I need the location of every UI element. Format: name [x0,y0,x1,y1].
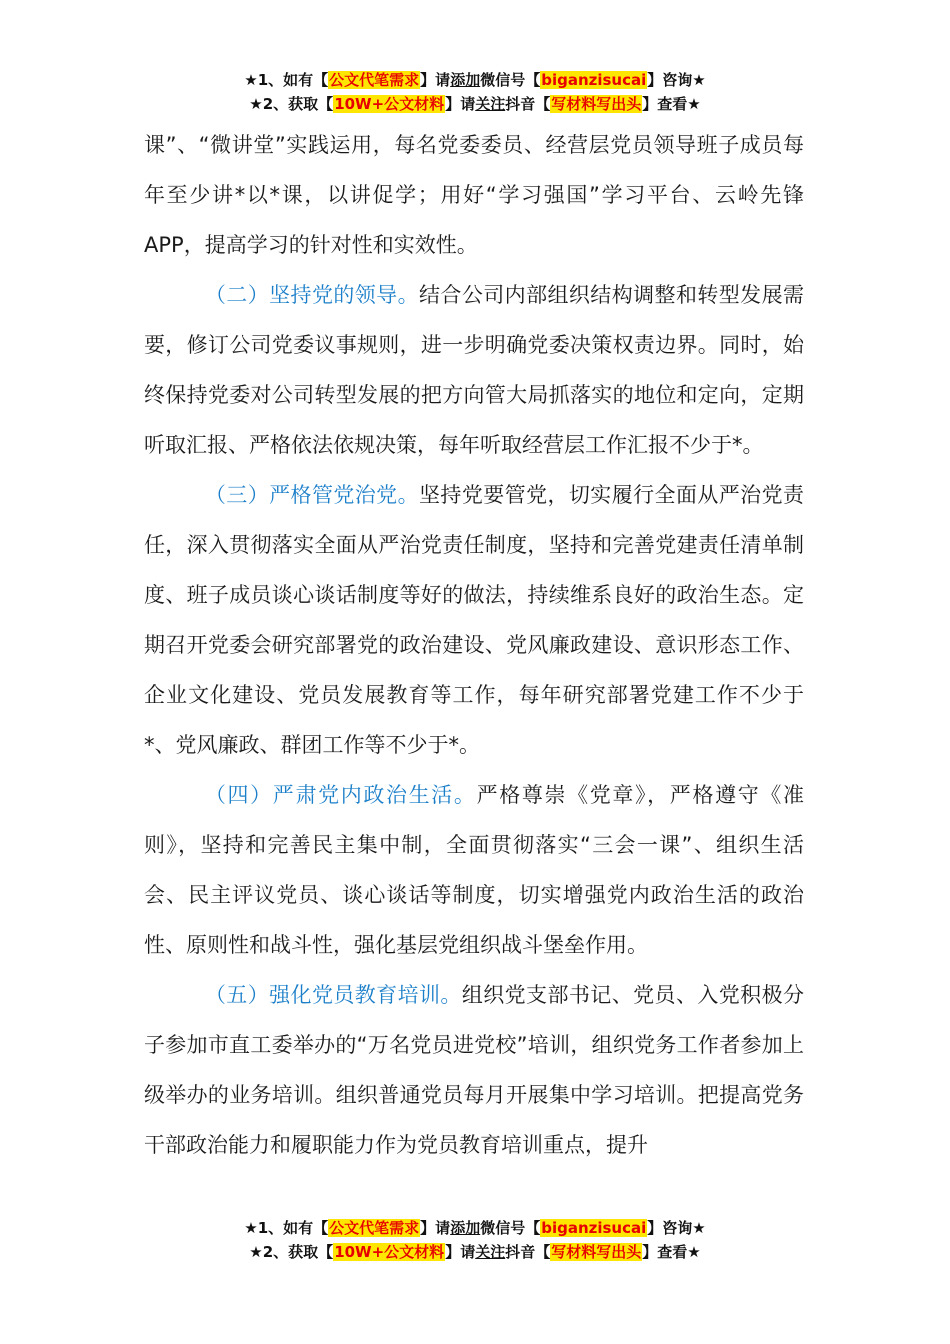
banner-emphasis: 关注 [475,1243,506,1261]
banner-text: 1、如有【 [257,1219,329,1237]
paragraph-text: 组织党支部书记、党员、入党积极分子参加市直工委举办的“万名党员进党校”培训，组织党务工作者参加上级举办的业务培训。组织普通党员每月开展集中学习培训。把提高党务干部政治能力和履职能力作为党员教育培训重点，提升 [144,983,804,1157]
banner-text: 抖音【 [505,95,551,113]
banner-text: 】咨询★ [647,71,706,89]
highlight-ghostwriting: 公文代笔需求 [329,71,420,89]
banner-line-1 [0,1216,950,1240]
highlight-ghostwriting: 公文代笔需求 [329,1219,420,1237]
banner-text: 微信号【 [480,1219,541,1237]
paragraph-section-4 [144,770,804,970]
banner-line-2 [0,1240,950,1264]
highlight-douyin: 写材料写出头 [551,1243,642,1261]
section-heading: （三）严格管党治党。 [204,483,420,507]
banner-text: 】查看★ [642,95,701,113]
banner-text: 】请 [445,95,476,113]
bottom-banner [0,1216,950,1264]
star-icon: ★ [244,71,258,89]
highlight-materials: 10W+公文材料 [334,1243,445,1261]
highlight-wechat-id: biganzisucai [541,71,647,89]
paragraph-continued [144,120,804,270]
banner-text: 】查看★ [642,1243,701,1261]
paragraph-text: 结合公司内部组织结构调整和转型发展需要，修订公司党委议事规则，进一步明确党委决策权责边界。同时，始终保持党委对公司转型发展的把方向管大局抓落实的地位和定向，定期听取汇报、严格依法依规决策，每年听取经营层工作汇报不少于*。 [144,283,805,457]
banner-text: 微信号【 [480,71,541,89]
banner-text: 】请 [420,71,451,89]
highlight-douyin: 写材料写出头 [551,95,642,113]
banner-line-2 [0,92,950,116]
paragraph-text: 坚持党要管党，切实履行全面从严治党责任，深入贯彻落实全面从严治党责任制度，坚持和完善党建责任清单制度、班子成员谈心谈话制度等好的做法，持续维系良好的政治生态。定期召开党委会研究部署党的政治建设、党风廉政建设、意识形态工作、企业文化建设、党员发展教育等工作，每年研究部署党建工作不少于*、党风廉政、群团工作等不少于*。 [144,483,805,757]
paragraph-section-3 [144,470,804,770]
banner-text: 】咨询★ [647,1219,706,1237]
banner-text: 】请 [445,1243,476,1261]
star-icon: ★ [249,95,263,113]
banner-text: 2、获取【 [262,1243,334,1261]
star-icon: ★ [249,1243,263,1261]
paragraph-text: 严格尊崇《党章》，严格遵守《准则》，坚持和完善民主集中制，全面贯彻落实“三会一课”、组织生活会、民主评议党员、谈心谈话等制度，切实增强党内政治生活的政治性、原则性和战斗性，强化基层党组织战斗堡垒作用。 [144,783,805,957]
banner-emphasis: 添加 [450,1219,481,1237]
paragraph-section-2 [144,270,804,470]
highlight-materials: 10W+公文材料 [334,95,445,113]
banner-emphasis: 关注 [475,95,506,113]
document-body [144,120,804,1170]
top-banner [0,68,950,116]
paragraph-text: 课”、“微讲堂”实践运用，每名党委委员、经营层党员领导班子成员每年至少讲*以*课，以讲促学；用好“学习强国”学习平台、云岭先锋APP，提高学习的针对性和实效性。 [144,133,804,257]
star-icon: ★ [244,1219,258,1237]
banner-text: 抖音【 [505,1243,551,1261]
section-heading: （五）强化党员教育培训。 [204,983,462,1007]
banner-text: 1、如有【 [257,71,329,89]
section-heading: （四）严肃党内政治生活。 [204,783,477,807]
banner-emphasis: 添加 [450,71,481,89]
highlight-wechat-id: biganzisucai [541,1219,647,1237]
banner-line-1 [0,68,950,92]
paragraph-section-5 [144,970,804,1170]
banner-text: 】请 [420,1219,451,1237]
section-heading: （二）坚持党的领导。 [204,283,420,307]
banner-text: 2、获取【 [262,95,334,113]
